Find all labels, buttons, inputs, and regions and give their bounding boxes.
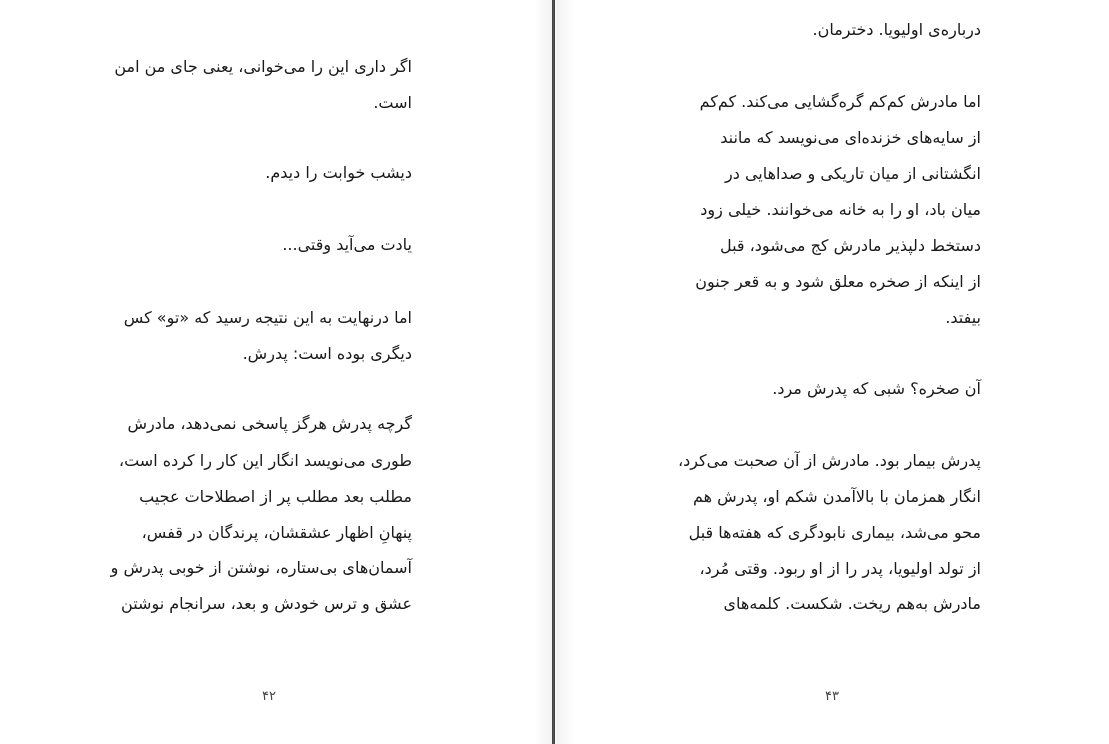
text-line: انگار همزمان با بالاآمدن شکم او، پدرش هم [692,487,981,506]
text-line: عشق و ترس خودش و بعد، سرانجام نوشتن [121,594,412,613]
text-line: طوری می‌نویسد انگار این کار را کرده است، [118,451,412,470]
text-line: اما درنهایت به این نتیجه رسید که «تو» کس [123,308,412,327]
right-page [556,0,1109,744]
text-line: پدرش بیمار بود. مادرش از آن صحبت می‌کرد، [677,451,981,470]
page-fold-shadow [556,0,574,744]
text-line: یادت می‌آید وقتی... [282,235,412,254]
text-line: مطلب بعد مطلب پر از اصطلاحات عجیب [139,487,412,506]
text-line: درباره‌ی اولیویا. دخترمان. [812,20,981,39]
text-line: از تولد اولیویا، پدر را از او ربود. وقتی مُرد، [699,559,981,578]
text-line: محو می‌شد، بیماری نابودگری که هفته‌ها قبل [688,523,981,542]
text-line: پنهانِ اظهار عشقشان، پرندگان در قفس، [141,523,412,542]
text-line: گرچه پدرش هرگز پاسخی نمی‌دهد، مادرش [127,414,412,433]
text-line: اما مادرش کم‌کم گره‌گشایی می‌کند. کم‌کم [699,92,981,111]
text-line: از اینکه از صخره معلق شود و به قعر جنون [695,272,981,291]
text-line: انگشتانی از میان تاریکی و صداهایی در [725,164,981,183]
text-line: است. [373,93,412,112]
page-number: ۴۲ [262,689,276,704]
text-line: دیگری بوده است: پدرش. [242,344,412,363]
left-page [0,0,552,744]
text-line: دیشب خوابت را دیدم. [265,163,412,182]
text-line: دستخط دلپذیر مادرش کج می‌شود، قبل [719,236,981,255]
text-line: بیفتد. [945,308,981,327]
text-line: مادرش به‌هم ریخت. شکست. کلمه‌های [723,594,981,613]
book-gutter [552,0,555,744]
text-line: آسمان‌های بی‌ستاره، نوشتن از خوبی پدرش و [110,558,412,577]
page-number: ۴۳ [825,689,839,704]
text-line: میان باد، او را به خانه می‌خوانند. خیلی زود [700,200,981,219]
text-line: اگر داری این را می‌خوانی، یعنی جای من امن [114,57,412,76]
page-fold-shadow [534,0,552,744]
text-line: از سایه‌های خزنده‌ای می‌نویسد که مانند [720,128,981,147]
text-line: آن صخره؟ شبی که پدرش مرد. [772,379,981,398]
